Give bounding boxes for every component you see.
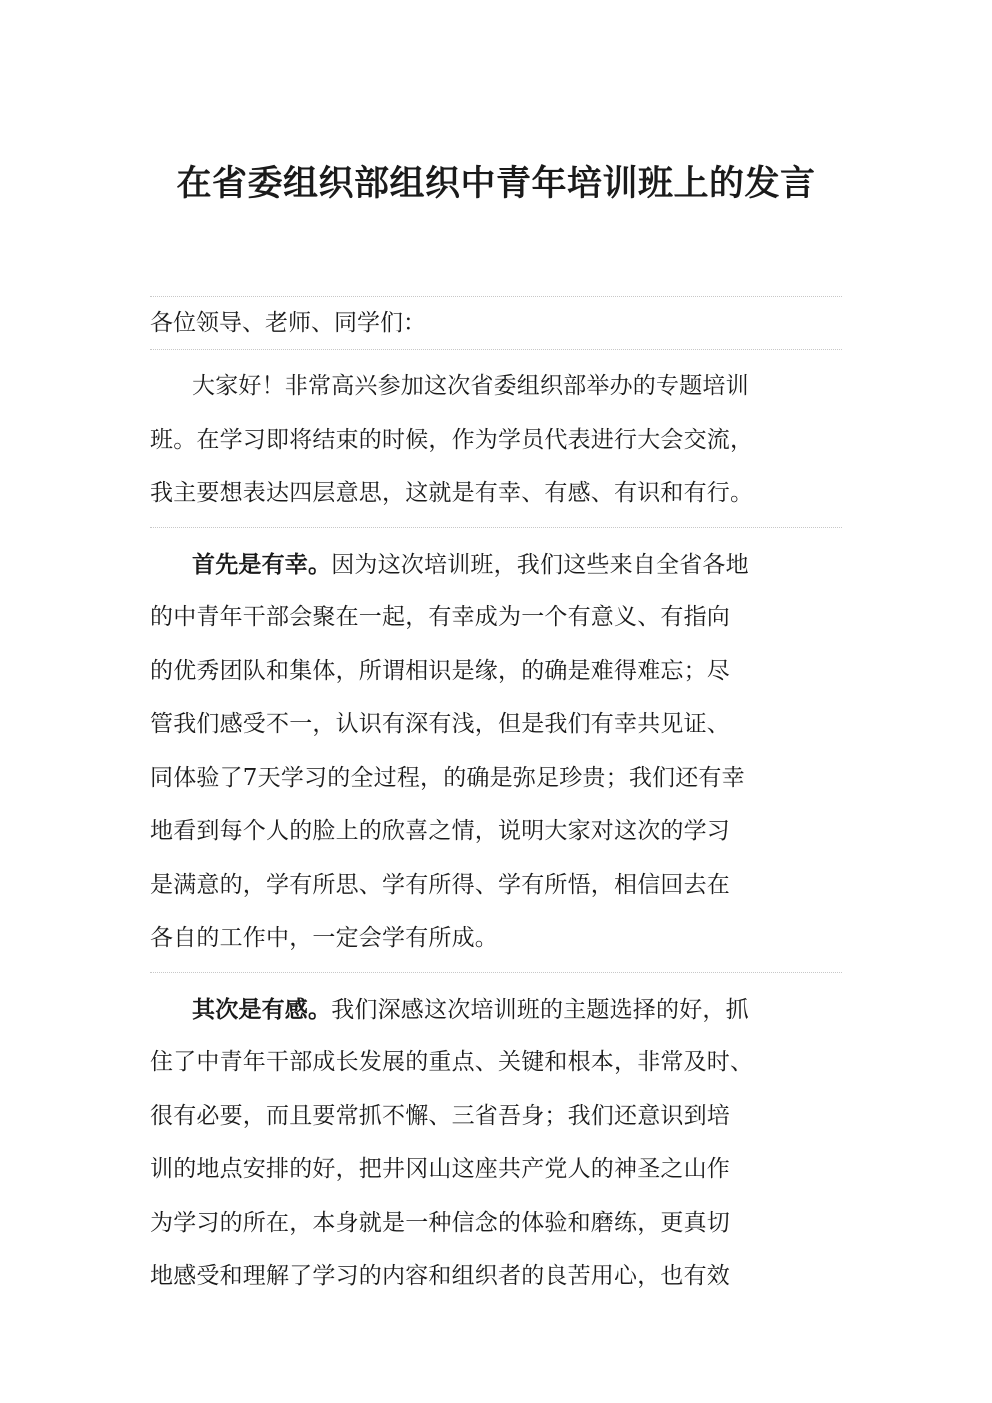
paragraph-second-point (150, 973, 842, 1310)
paragraph-line: 训的地点安排的好，把井冈山这座共产党人的神圣之山作 (150, 1156, 730, 1182)
document-body (150, 296, 842, 1310)
paragraph-line: 的中青年干部会聚在一起，有幸成为一个有意义、有指向 (150, 604, 730, 630)
paragraph-lead: 其次是有感。 (192, 995, 332, 1023)
paragraph-line: 住了中青年干部成长发展的重点、关键和根本，非常及时、 (150, 1049, 754, 1075)
paragraph-line: 同体验了7天学习的全过程，的确是弥足珍贵；我们还有幸 (150, 764, 745, 791)
line-text: 我们深感这次培训班的主题选择的好，抓 (331, 996, 749, 1023)
document-title: 在省委组织部组织中青年培训班上的发言 (176, 163, 816, 204)
paragraph-line (150, 360, 842, 414)
paragraph-lead: 首先是有幸。 (192, 550, 332, 578)
paragraph-greeting (150, 350, 842, 527)
paragraph-line: 管我们感受不一，认识有深有浅，但是我们有幸共见证、 (150, 711, 730, 737)
paragraph-line: 各自的工作中，一定会学有所成。 (150, 925, 498, 951)
paragraph-line (150, 983, 842, 1037)
paragraph-first-point (150, 528, 842, 972)
paragraph-line (150, 538, 842, 592)
paragraph-line: 的优秀团队和集体，所谓相识是缘，的确是难得难忘；尽 (150, 657, 730, 684)
paragraph-line: 是满意的，学有所思、学有所得、学有所悟，相信回去在 (150, 871, 730, 898)
paragraph-line: 很有必要，而且要常抓不懈、三省吾身；我们还意识到培 (150, 1102, 730, 1129)
paragraph-line: 地看到每个人的脸上的欣喜之情，说明大家对这次的学习 (150, 818, 730, 844)
line-text: 因为这次培训班，我们这些来自全省各地 (331, 551, 749, 578)
paragraph-line: 我主要想表达四层意思，这就是有幸、有感、有识和有行。 (150, 480, 754, 506)
paragraph-line: 班。在学习即将结束的时候，作为学员代表进行大会交流， (150, 426, 754, 453)
line-text: 大家好！非常高兴参加这次省委组织部举办的专题培训 (192, 373, 749, 399)
paragraph-line: 为学习的所在，本身就是一种信念的体验和磨练，更真切 (150, 1209, 730, 1236)
paragraph-line: 地感受和理解了学习的内容和组织者的良苦用心，也有效 (150, 1263, 730, 1289)
salutation: 各位领导、老师、同学们： (150, 310, 426, 336)
